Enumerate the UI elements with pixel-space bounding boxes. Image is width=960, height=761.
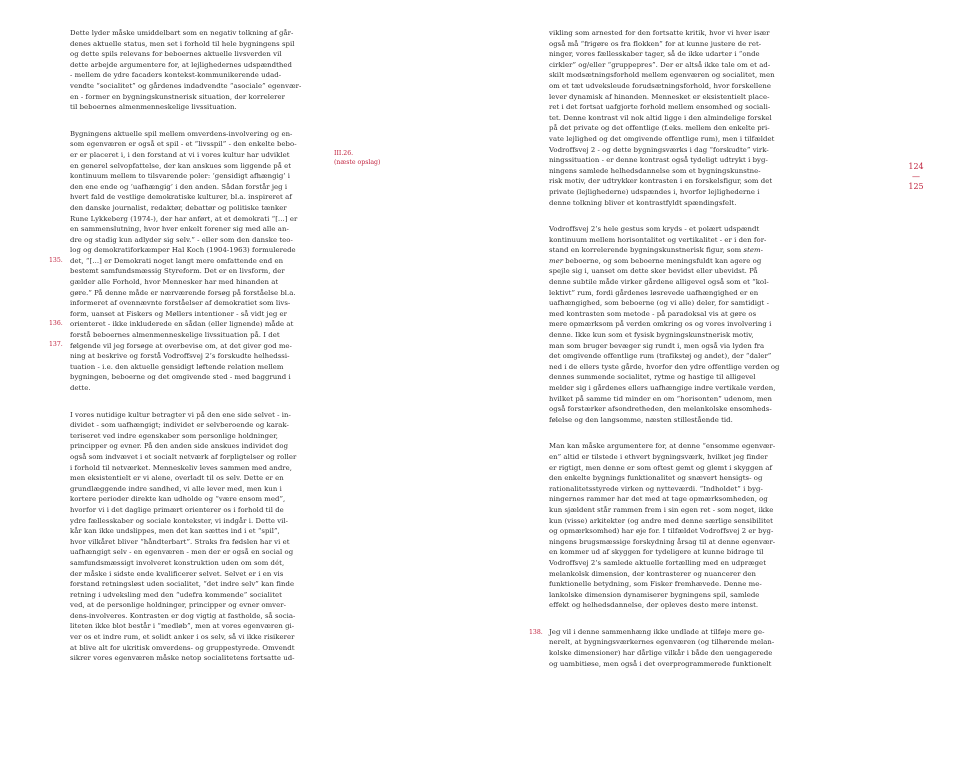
left-text-column: [70, 28, 328, 674]
page-number-left: 124: [908, 162, 924, 171]
paragraph: I vores nutidige kultur betragter vi på den ene side selvet - in- dividet - som uafhængigt; individet er selvberoende og karak- teriseret ved indre egenskaber som personlige holdninger, principper og evner. På den anden side anskues individet dog også som indvævet i et socialt netværk af forpligtelser og roller i forhold til netværket. Menneskeliv leves sammen med andre, men eksistentielt er vi alene, overladt til os selv. Dette er en grundlæggende indre sandhed, vi alle lever med, men kun i kortere perioder direkte kan udholde og “være ensom med”, hvorfor vi i det daglige primært orienterer os i forhold til de ydre fællesskaber og sociale kontekster, vi indgår i. Dette vil- kår kan ikke undslippes, men det kan sættes ind i et “spil”, hvor vilkåret bliver “håndterbart”. Straks fra fødslen har vi et uafhængigt selv - en egenværen - men der er også en social og samfundsmæssigt involveret konstruktion uden om som dét, der måske i sidste ende kvalificerer selvet. Selvet er i en vis forstand retningsløst uden socialitet, “det indre selv” kan finde retning i udveksling med den “udefra kommende” socialitet ved, at de personlige holdninger, principper og evner omver- dens-involveres. Kontrasten er dog vigtig at fastholde, så socia- liteten ikke blot består i “medløb”, men at vores egenværen gi- ver os et indre rum, et solidt anker i os selv, så vi ikke risikerer at blive alt for ukritisk omverdens- og gruppestyrede. Omvendt sikrer vores egenværen måske netop socialitetens fortsatte ud-: [70, 410, 297, 663]
page-numbers: [905, 162, 927, 192]
footnote-marker-137: 137.: [49, 341, 63, 348]
page-number-right: 125: [908, 182, 924, 191]
paragraph: Dette lyder måske umiddelbart som en negativ tolkning af går- denes aktuelle status, men set i forhold til hele bygningens spil og dette spils relevans for beboernes aktuelle livsverden vil dette arbejde argumentere for, at lejlighedernes udspændthed - mellem de ydre facaders kontekst-kommunikerende udad- vendte “socialitet” og gårdenes indadvendte “asociale” egenvær- en - former en bygningskunstnerisk situation, der korrelerer til beboernes almenmenneskelige livssituation.: [70, 29, 302, 112]
footnote-marker-136: 136.: [49, 320, 63, 327]
figure-reference-note: III.26. (næste opslag): [334, 150, 381, 166]
paragraph: Man kan måske argumentere for, at denne “ensomme egenvær- en” altid er tilstede i ethvert bygningsværk, hvilket jeg finder er rigtigt, men denne er som oftest gemt og glemt i skyggen af den enkelte bygnings funktionalitet og snævert hensigts- og rationalitetsstyrede virken og nytteværdi. “Indholdet” i byg- ningernes rammer har det med at tage opmærksomheden, og kun sjældent står rammen frem i sin egen ret - som noget, ikke kun (visse) arkitekter (og andre med denne særlige sensibilitet og opmærksomhed) har øje for. I tilfældet Vodroffsvej 2 er byg- ningens brugsmæssige forskydning årsag til at denne egenvær- en kommer ud af skyggen for tydeligere at kunne bidrage til Vodroffsvej 2’s samlede aktuelle fortælling med en udpræget melankolsk dimension, der kontrasterer og nuancerer den funktionelle betydning, som Fisker fremhævede. Denne me- lankolske dimension dynamiserer bygningens spil, samlede effekt og helhedsdannelse, der opleves desto mere intenst.: [549, 442, 776, 610]
paragraph: Bygningens aktuelle spil mellem omverdens-involvering og en- som egenværen er også et spil - et “livsspil” - den enkelte bebo- er er placeret i, i den forstand at vi i vores kultur har udviklet en generel selvopfattelse, der kan anskues som liggende på et kontinuum mellem to tilsvarende poler: ‘gensidigt afhængig’ i den ene ende og ‘uafhængig’ i den anden. Sådan forstår jeg i hvert fald de vestlige demokratiske kulturer, bl.a. inspireret af den danske journalist, redaktør, debattør og politiske tænker Rune Lykkeberg (1974-), der har anført, at et demokrati “[…] er en sammenslutning, hvor hver enkelt forener sig med alle an- dre og stadig kun adlyder sig selv.” - eller som den danske teo- log og demokratiforkæmper Hal Koch (1904-1963) formulerede det, “[…] er Demokrati noget langt mere omfattende end en bestemt samfundsmæssig Styreform. Det er en livsform, der gælder alle Forhold, hvor Mennesker har med hinanden at gøre.” På denne måde er nærværende forsøg på forståelse bl.a. informeret af ovennævnte forståelser af demokratiet som livs- form, uanset at Fiskers og Møllers intentioner - så vidt jeg er orienteret - ikke inkluderede en sådan (eller lignende) måde at forstå beboernes almenmenneskelige livssituation på. I det følgende vil jeg forsøge at overbevise om, at det giver god me- ning at beskrive og forstå Vodroffsvej 2’s forskudte helhedssi- tuation - i.e. den aktuelle gensidigt løftende relation mellem bygningen, beboerne og det omgivende sted - med baggrund i dette.: [70, 129, 298, 392]
footnote-marker-138: 138.: [529, 629, 543, 636]
footnote-marker-135: 135.: [49, 257, 63, 264]
right-text-column: [549, 28, 807, 680]
page-number-separator: —: [912, 172, 920, 181]
paragraph: vikling som arnested for den fortsatte kritik, hvor vi hver især også må “frigøre os fra flokken” for at kunne justere de ret- ninger, vores fællesskaber tager, så de ikke udarter i “onde cirkler” og/eller “gruppepres”. Der er altså ikke tale om et ad- skilt modsætningsforhold mellem egenværen og socialitet, men om et tæt udveksleude forudsætningsforhold, hvor forskellene lever dynamisk af hinanden. Mennesket er eksistentielt place- ret i det fortsat uafgjorte forhold mellem ensomhed og sociali- tet. Denne kontrast vil nok altid ligge i den almindelige forskel på det private og det offentlige (f.eks. mellem den enkelte pri- vate lejlighed og det omgivende offentlige rum), men i tilfældet Vodroffsvej 2 - og dette bygningsværks i dag “forskudte” virk- ningssituation - er denne kontrast også tydeligt udtrykt i byg- ningens samlede helhedsdannelse som et bygningskunstne- risk motiv, der udtrykker kontrasten i en forskelsfigur, som det private (lejlighederne) udspændes i, hvorfor lejlighederne i denne tolkning bliver et kontrastfyldt spændingsfelt.: [549, 29, 775, 207]
paragraph: Jeg vil i denne sammenhæng ikke undlade at tilføje mere ge- nerelt, at bygningsværkernes egenværen (og tilhørende melan- kolske dimensioner) har dårlige vilkår i både den uengagerede og uambitiøse, men også i det overprogrammerede funktionelt: [549, 627, 775, 668]
paragraph: Vodroffsvej 2’s hele gestus som kryds - et polært udspændt kontinuum mellem horisontalitet og vertikalitet - er i den for- stand en korrelerende bygningskunstnerisk figur, som stem- mer beboerne, og som beboerne meningsfuldt kan agere og spejle sig i, uanset om dette sker bevidst eller ubevidst. På denne subtile måde virker gårdene alligevel også som et “kol- lektivt” rum, fordi gårdenes løsrevede uafhængighed er en uafhængighed, som beboerne (og vi alle) deler, for samtidigt - med kontrasten som metode - på paradoksal vis at gøre os mere opmærksom på verden omkring os og vores involvering i denne. Ikke kun som et fysisk bygningskunstnerisk motiv, man som bruger bevæger sig rundt i, men også via lyden fra det omgivende offentlige rum (trafikstøj og andet), der “daler” ned i de ellers tyste gårde, hvorfor den ydre offentlige verden og dennes summende socialitet, rytme og hastige til alligevel melder sig i gårdenes ellers uafhængige indre vertikale verden, hvilket på samme tid minder en om “horisonten” udenom, men også forstærker afsondretheden, den melankolske ensomheds- følelse og den langsomme, næsten stillestående tid.: [549, 225, 780, 424]
